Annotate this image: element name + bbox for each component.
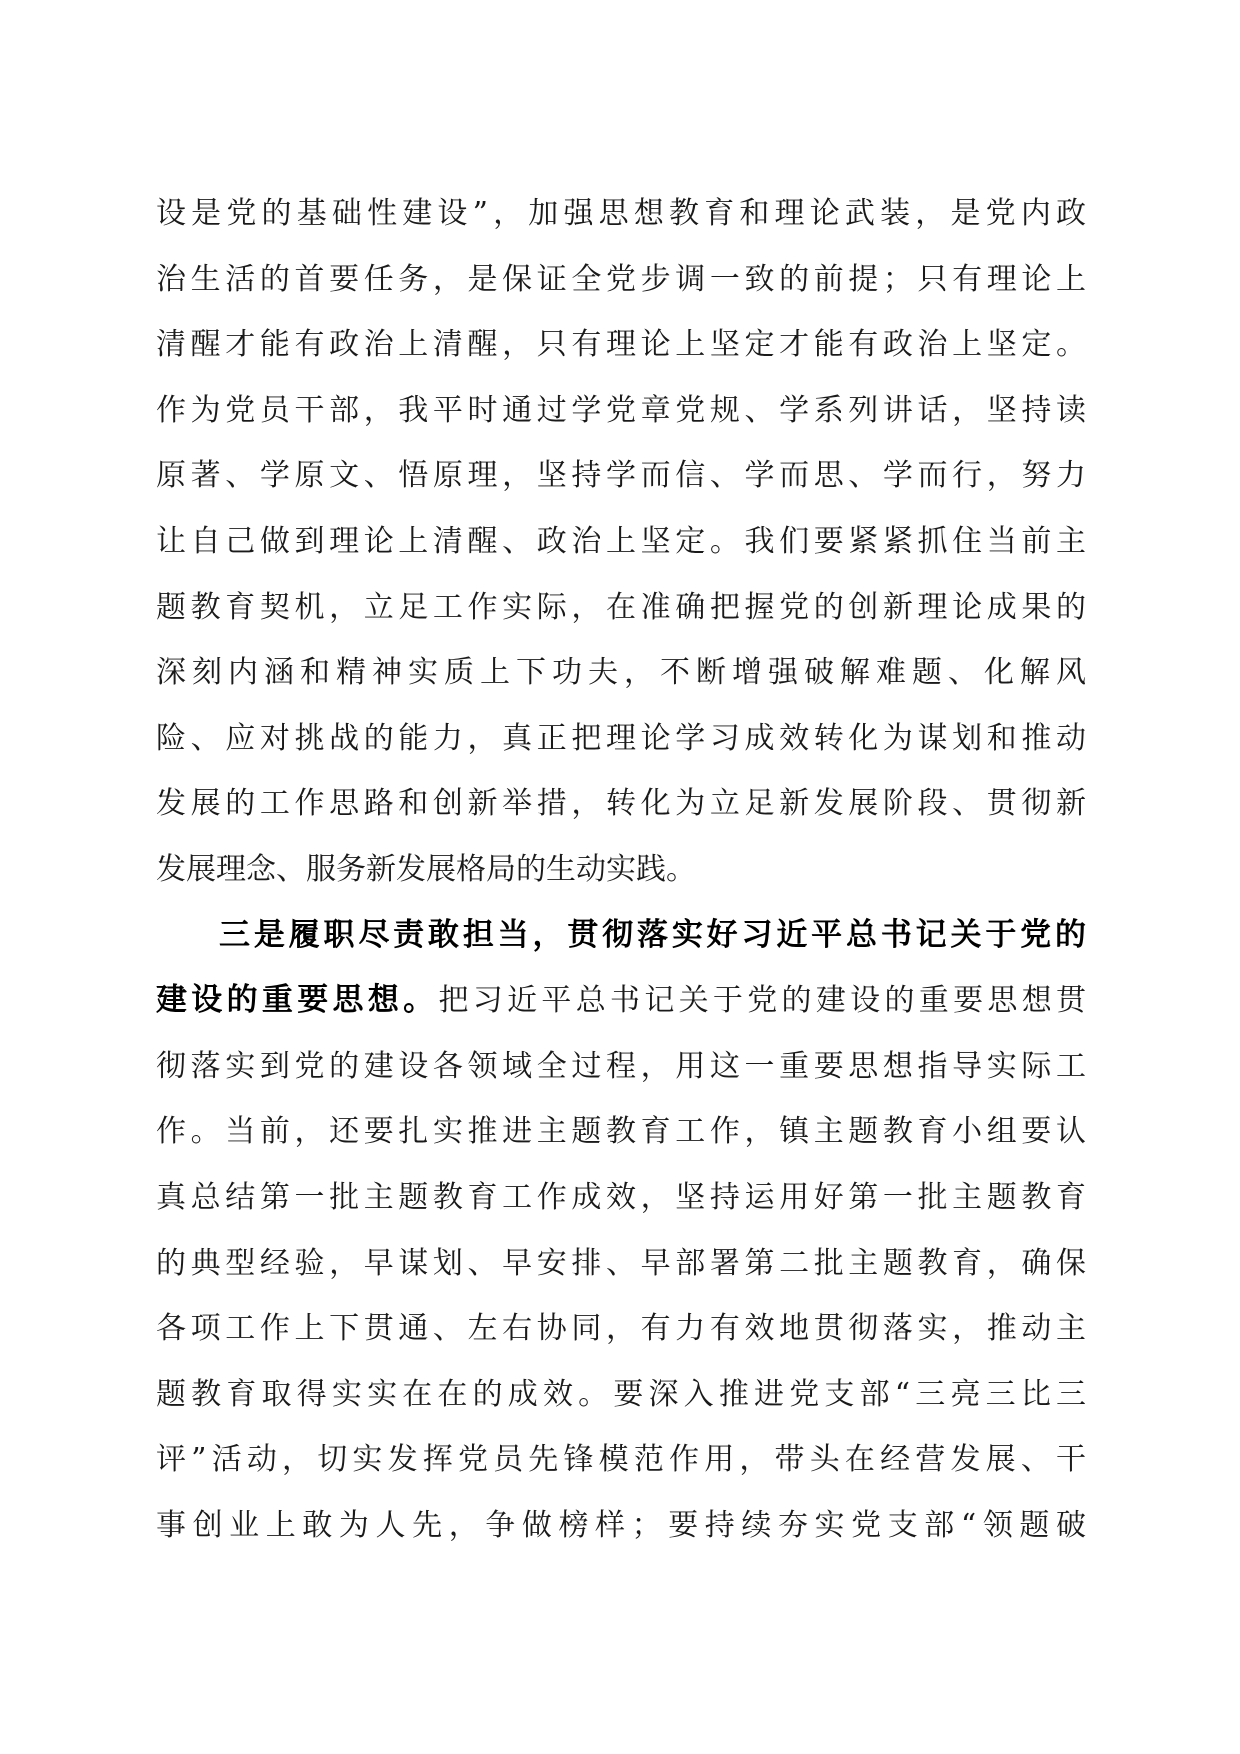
text-line: 的典型经验，早谋划、早安排、早部署第二批主题教育，确保	[156, 1245, 1086, 1281]
text-line: 发展理念、服务新发展格局的生动实践。	[156, 851, 696, 887]
text-line: 治生活的首要任务，是保证全党步调一致的前提；只有理论上	[156, 261, 1086, 297]
text-line: 原著、学原文、悟原理，坚持学而信、学而思、学而行，努力	[156, 458, 1086, 494]
text-line: 真总结第一批主题教育工作成效，坚持运用好第一批主题教育	[156, 1179, 1086, 1215]
section-heading-continued	[156, 968, 1086, 1034]
text-line: 作为党员干部，我平时通过学党章党规、学系列讲话，坚持读	[156, 392, 1086, 428]
body-text	[156, 181, 1086, 1558]
text-line: 作。当前，还要扎实推进主题教育工作，镇主题教育小组要认	[156, 1114, 1086, 1150]
text-line: 各项工作上下贯通、左右协同，有力有效地贯彻落实，推动主	[156, 1311, 1086, 1347]
text-line: 题教育契机，立足工作实际，在准确把握党的创新理论成果的	[156, 589, 1086, 625]
text-line: 让自己做到理论上清醒、政治上坚定。我们要紧紧抓住当前主	[156, 523, 1086, 559]
text-line: 评”活动，切实发挥党员先锋模范作用，带头在经营发展、干	[156, 1442, 1086, 1478]
text-line: 事创业上敢为人先，争做榜样；要持续夯实党支部“领题破	[156, 1507, 1086, 1543]
text-line: 发展的工作思路和创新举措，转化为立足新发展阶段、贯彻新	[156, 786, 1086, 822]
text-line: 彻落实到党的建设各领域全过程，用这一重要思想指导实际工	[156, 1048, 1086, 1084]
section-heading: 三是履职尽责敢担当，贯彻落实好习近平总书记关于党的	[219, 916, 1086, 953]
text-line: 险、应对挑战的能力，真正把理论学习成效转化为谋划和推动	[156, 720, 1086, 756]
text-line: 清醒才能有政治上清醒，只有理论上坚定才能有政治上坚定。	[156, 327, 1086, 363]
section-heading-tail: 建设的重要思想。	[156, 982, 439, 1019]
text-line: 设是党的基础性建设”，加强思想教育和理论武装，是党内政	[156, 196, 1086, 231]
text-line: 题教育取得实实在在的成效。要深入推进党支部“三亮三比三	[156, 1376, 1086, 1412]
text-line: 深刻内涵和精神实质上下功夫，不断增强破解难题、化解风	[156, 655, 1086, 691]
text-span: 把习近平总书记关于党的建设的重要思想贯	[438, 983, 1086, 1019]
